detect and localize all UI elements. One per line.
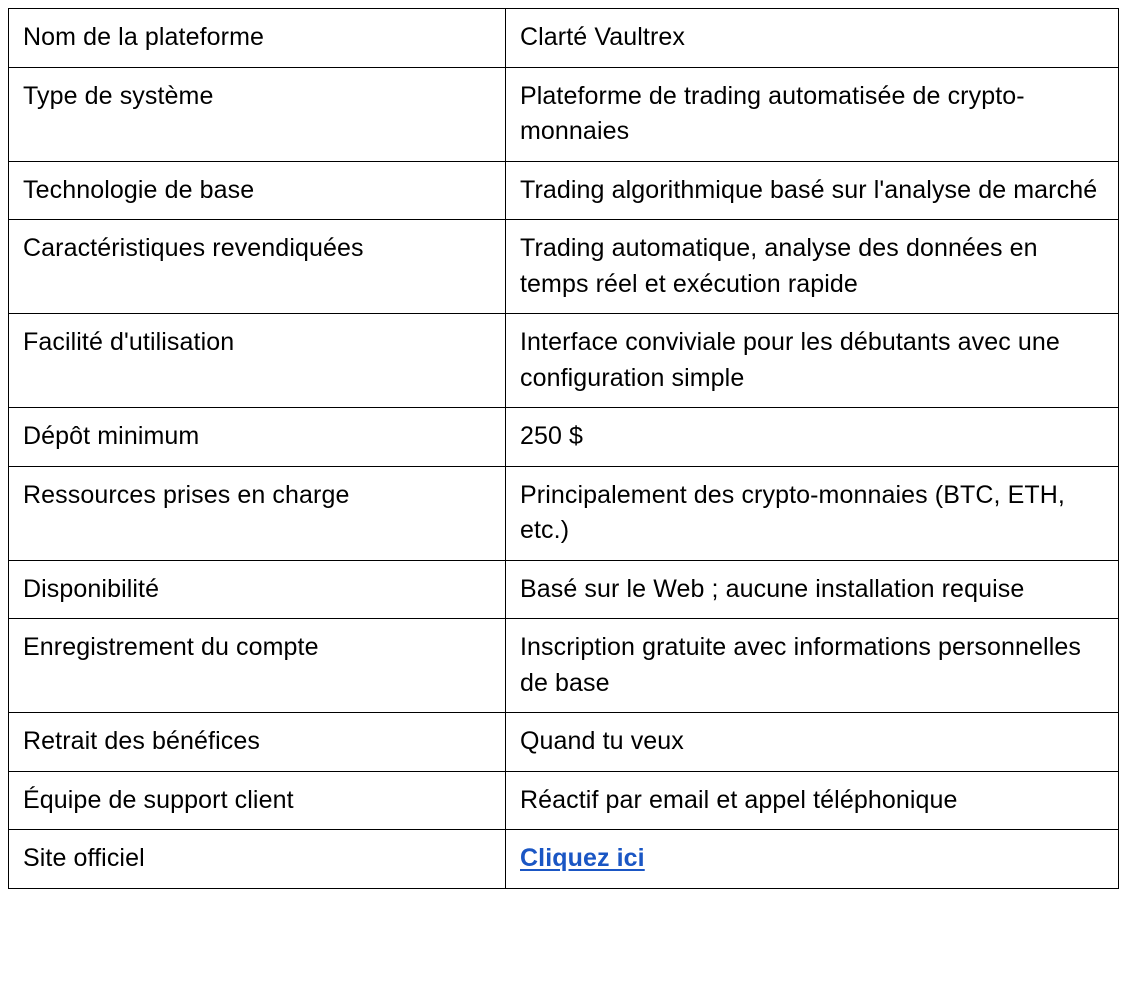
row-value: Inscription gratuite avec informations personnelles de base <box>506 619 1119 713</box>
platform-spec-table <box>8 8 1119 889</box>
row-label: Technologie de base <box>9 161 506 220</box>
spec-table-body <box>9 9 1119 889</box>
row-value: Clarté Vaultrex <box>506 9 1119 68</box>
table-row <box>9 466 1119 560</box>
table-row <box>9 408 1119 467</box>
table-row <box>9 314 1119 408</box>
row-value: 250 $ <box>506 408 1119 467</box>
row-label: Enregistrement du compte <box>9 619 506 713</box>
row-value: Réactif par email et appel téléphonique <box>506 771 1119 830</box>
row-label: Équipe de support client <box>9 771 506 830</box>
table-row <box>9 220 1119 314</box>
official-site-link[interactable]: Cliquez ici <box>520 844 645 872</box>
row-value-link-cell <box>506 830 1119 889</box>
row-value: Interface conviviale pour les débutants avec une configuration simple <box>506 314 1119 408</box>
table-row <box>9 830 1119 889</box>
table-row <box>9 713 1119 772</box>
row-value: Basé sur le Web ; aucune installation requise <box>506 560 1119 619</box>
row-value: Quand tu veux <box>506 713 1119 772</box>
row-label: Facilité d'utilisation <box>9 314 506 408</box>
row-label: Ressources prises en charge <box>9 466 506 560</box>
row-value: Trading automatique, analyse des données en temps réel et exécution rapide <box>506 220 1119 314</box>
table-row <box>9 161 1119 220</box>
row-label: Disponibilité <box>9 560 506 619</box>
row-label: Dépôt minimum <box>9 408 506 467</box>
table-row <box>9 619 1119 713</box>
row-label: Type de système <box>9 67 506 161</box>
table-row <box>9 67 1119 161</box>
row-label: Retrait des bénéfices <box>9 713 506 772</box>
table-row <box>9 771 1119 830</box>
row-label: Nom de la plateforme <box>9 9 506 68</box>
row-value: Trading algorithmique basé sur l'analyse de marché <box>506 161 1119 220</box>
row-label: Site officiel <box>9 830 506 889</box>
row-value: Plateforme de trading automatisée de crypto-monnaies <box>506 67 1119 161</box>
row-label: Caractéristiques revendiquées <box>9 220 506 314</box>
row-value: Principalement des crypto-monnaies (BTC, ETH, etc.) <box>506 466 1119 560</box>
table-row <box>9 560 1119 619</box>
table-row <box>9 9 1119 68</box>
